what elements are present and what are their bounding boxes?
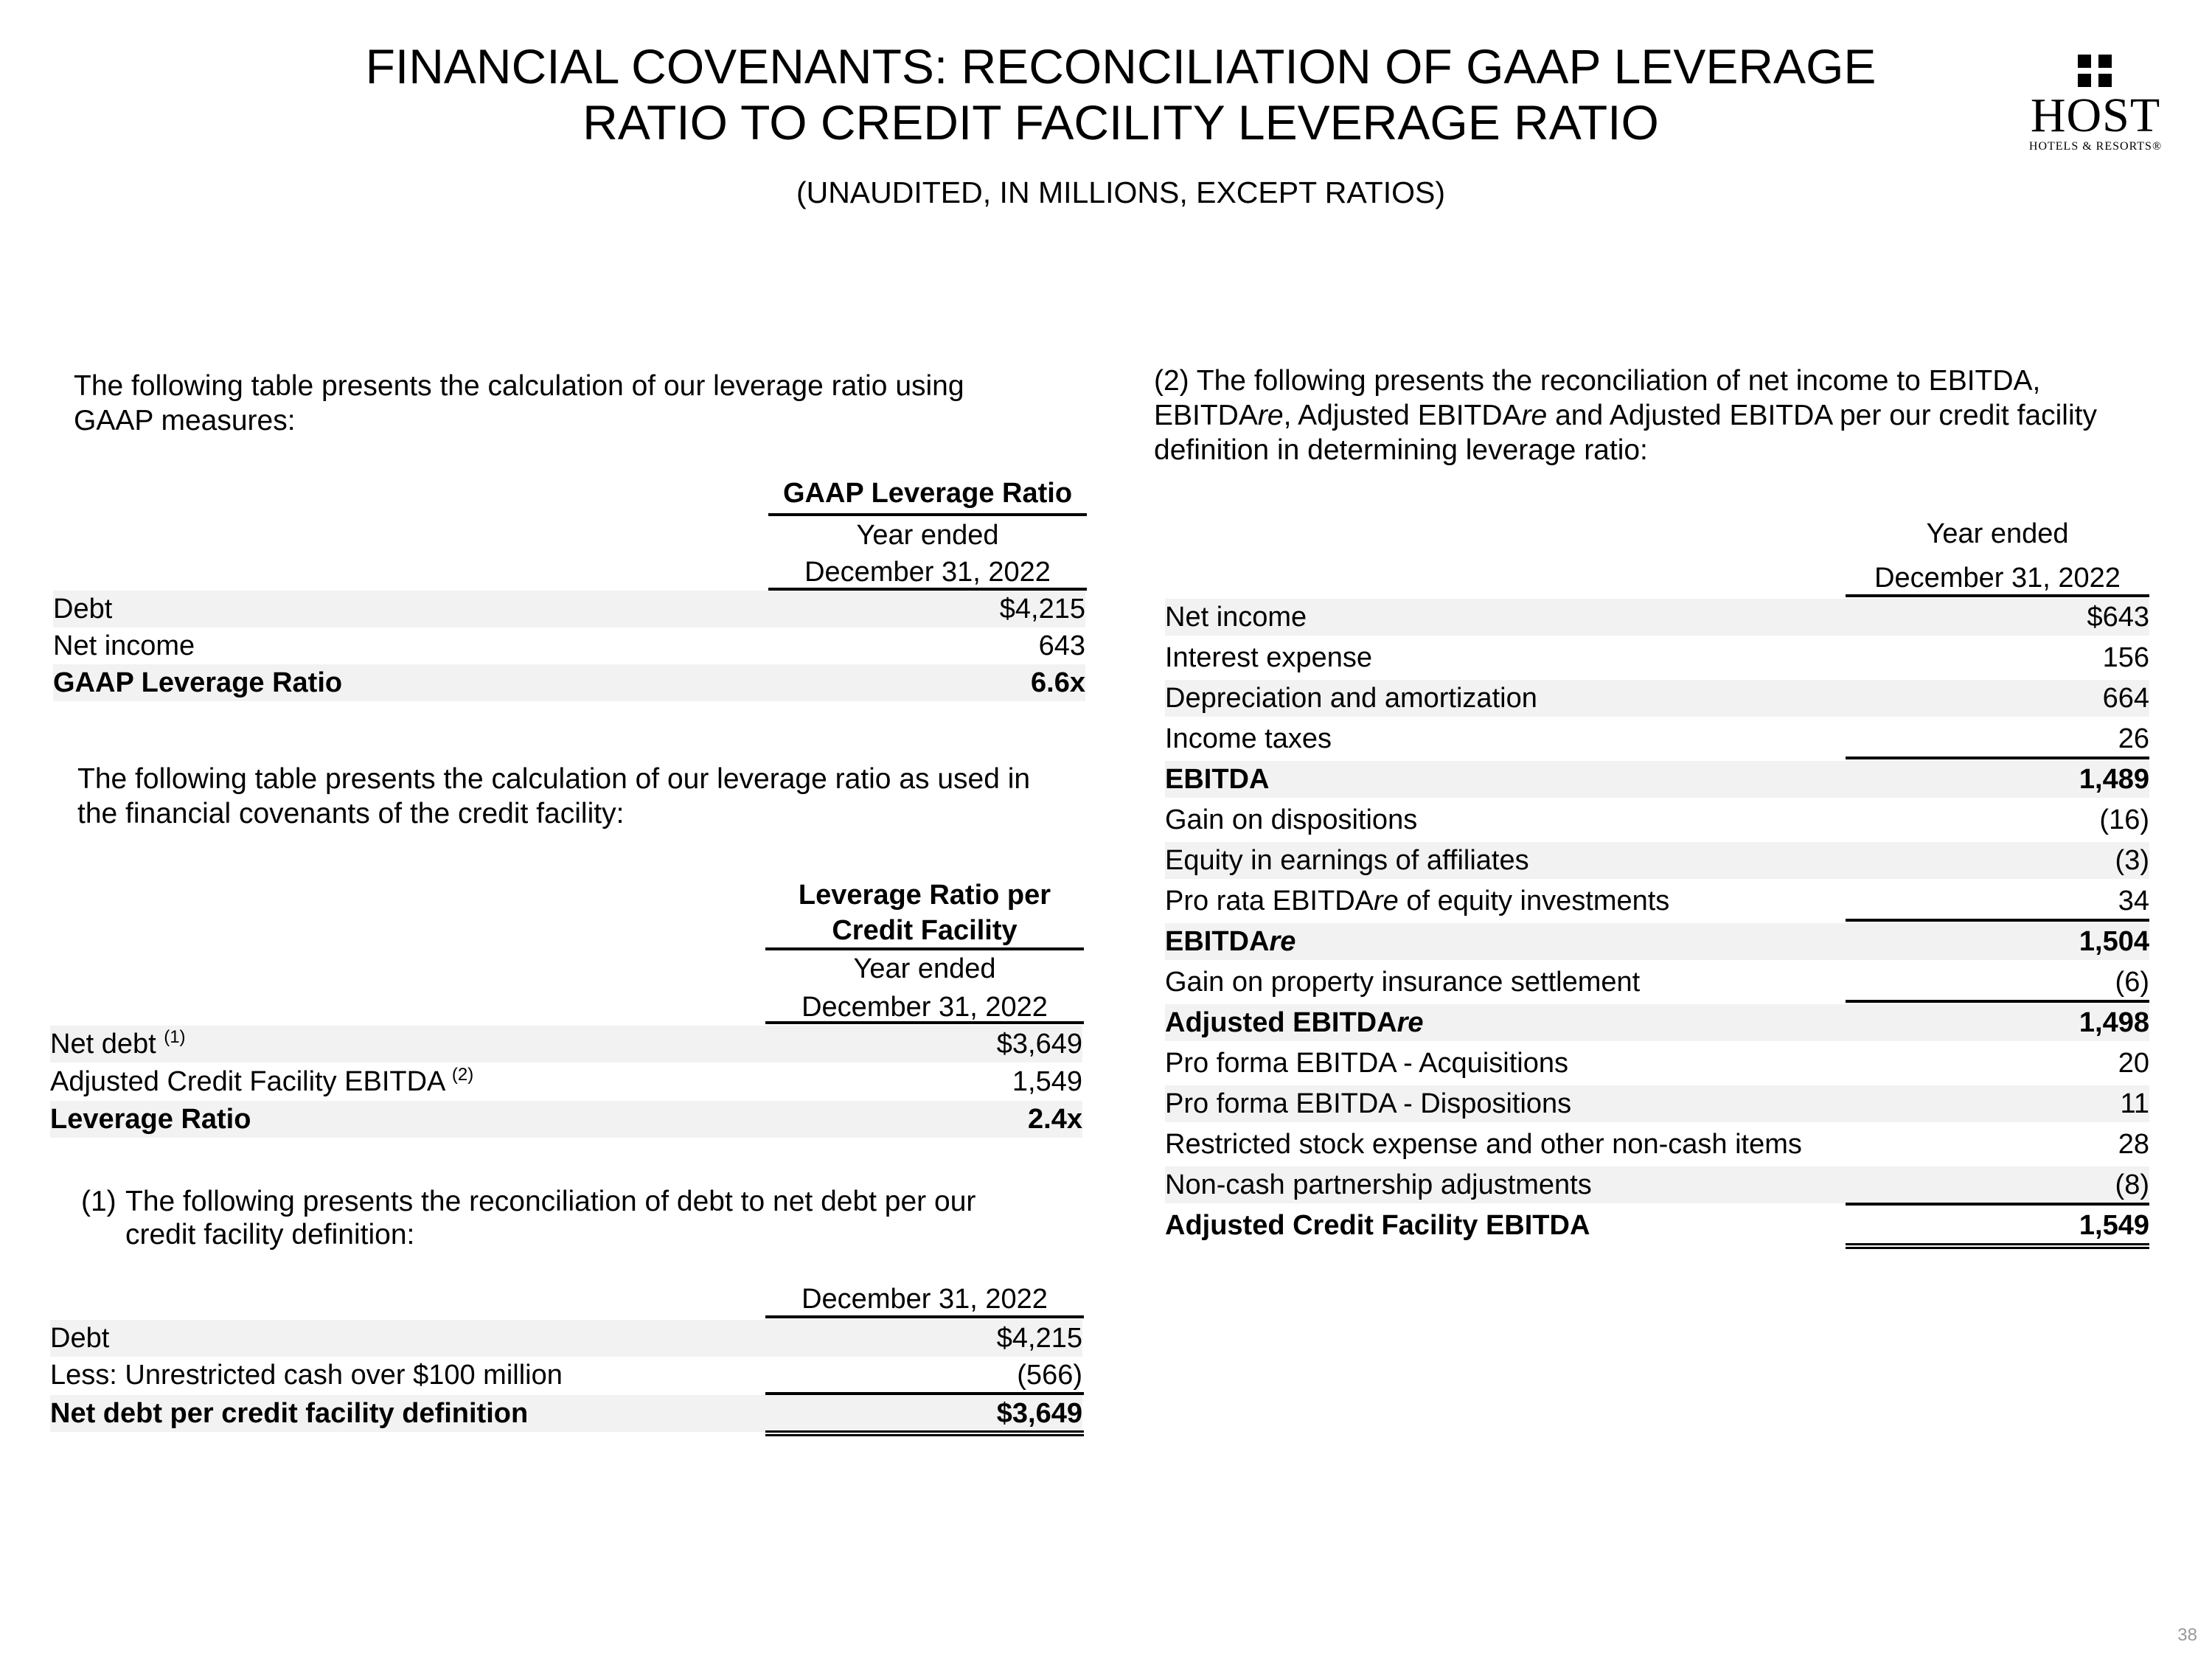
- intro-text: , Adjusted EBITDA: [1283, 400, 1522, 431]
- netdebt-intro-2: credit facility definition:: [125, 1219, 415, 1251]
- row-label: Gain on property insurance settlement: [1165, 967, 1641, 998]
- table-row-subtotal: [1165, 923, 2149, 960]
- row-label: Leverage Ratio: [50, 1104, 251, 1135]
- gaap-period-1: Year ended: [856, 520, 999, 551]
- table-row: [1165, 1166, 2149, 1203]
- ebitda-period-1: Year ended: [1926, 518, 2069, 549]
- subtotal-rule: [1846, 1203, 2149, 1206]
- table-row: [53, 591, 1085, 627]
- row-label: Non-cash partnership adjustments: [1165, 1169, 1592, 1200]
- row-value: 643: [1038, 630, 1085, 661]
- row-label-italic: re: [1373, 886, 1399, 917]
- row-value: 156: [2102, 642, 2149, 673]
- credit-period-rule: [765, 1021, 1084, 1024]
- ebitda-period-2: December 31, 2022: [1874, 563, 2121, 594]
- row-label: Net income: [1165, 602, 1307, 633]
- ebitda-period-rule: [1846, 594, 2149, 597]
- row-label: Net debt: [50, 1029, 156, 1060]
- row-label: Pro forma EBITDA - Acquisitions: [1165, 1048, 1568, 1079]
- row-value: (566): [1017, 1360, 1082, 1391]
- row-label: Restricted stock expense and other non-cash items: [1165, 1129, 1802, 1160]
- row-label: Less: Unrestricted cash over $100 million: [50, 1360, 563, 1391]
- table-row: [1165, 680, 2149, 717]
- table-row-total: [50, 1395, 1082, 1432]
- table-row-subtotal: [1165, 1004, 2149, 1041]
- row-value: 1,549: [1012, 1066, 1082, 1097]
- netdebt-intro-1: The following presents the reconciliation of debt to net debt per our: [125, 1186, 976, 1217]
- gaap-heading-rule: [768, 513, 1087, 516]
- row-label: Adjusted EBITDA: [1165, 1007, 1397, 1038]
- netdebt-total-double-rule: [765, 1430, 1084, 1436]
- row-value: 1,489: [2079, 764, 2149, 795]
- netdebt-period-rule: [765, 1315, 1084, 1318]
- row-value: 6.6x: [1031, 667, 1085, 698]
- row-label: EBITDA: [1165, 764, 1270, 795]
- subtotal-rule: [1846, 919, 2149, 922]
- intro-text: EBITDA: [1154, 400, 1258, 431]
- row-label: Net debt per credit facility definition: [50, 1398, 529, 1429]
- host-mark-icon: [2073, 53, 2118, 90]
- row-value: $4,215: [999, 594, 1085, 625]
- table-row: [1165, 639, 2149, 676]
- table-row: [1165, 1085, 2149, 1122]
- table-row: [1165, 1045, 2149, 1082]
- gaap-heading: GAAP Leverage Ratio: [782, 478, 1073, 509]
- table-row-total: [1165, 1207, 2149, 1244]
- row-value: (16): [2099, 804, 2149, 835]
- logo-tagline: HOTELS & RESORTS®: [2028, 140, 2163, 153]
- table-row: [1165, 842, 2149, 879]
- table-row: [50, 1357, 1082, 1394]
- gaap-intro: The following table presents the calculation of our leverage ratio using GAAP measures:: [74, 370, 964, 437]
- footnote-ref: (2): [451, 1065, 474, 1085]
- total-double-rule: [1846, 1243, 2149, 1249]
- table-row: [50, 1063, 1082, 1100]
- table-row-total: [50, 1101, 1082, 1138]
- row-value: 20: [2118, 1048, 2149, 1079]
- ebitda-intro-line-3: definition in determining leverage ratio:: [1154, 434, 1648, 466]
- table-row-total: [53, 664, 1085, 701]
- table-row: [50, 1026, 1082, 1062]
- table-row: [1165, 883, 2149, 919]
- netdebt-marker: (1): [81, 1186, 116, 1217]
- gaap-period-2: December 31, 2022: [804, 557, 1051, 588]
- netdebt-period: December 31, 2022: [801, 1284, 1048, 1315]
- host-logo: [2022, 53, 2169, 156]
- row-value: (8): [2115, 1169, 2149, 1200]
- row-label: Adjusted Credit Facility EBITDA: [1165, 1210, 1590, 1241]
- table-row: [1165, 1126, 2149, 1163]
- row-value: (3): [2115, 845, 2149, 876]
- row-label: Pro rata EBITDA: [1165, 886, 1374, 917]
- page-number: 38: [2177, 1625, 2197, 1645]
- table-row: [1165, 801, 2149, 838]
- row-label: GAAP Leverage Ratio: [53, 667, 343, 698]
- table-row: [1165, 964, 2149, 1001]
- ebitda-intro-line-1: (2) The following presents the reconciliation of net income to EBITDA,: [1154, 365, 2041, 397]
- footnote-ref: (1): [164, 1027, 186, 1047]
- table-row: [1165, 720, 2149, 757]
- row-label: Gain on dispositions: [1165, 804, 1418, 835]
- subtotal-rule: [1846, 1000, 2149, 1003]
- row-label: Pro forma EBITDA - Dispositions: [1165, 1088, 1572, 1119]
- logo-wordmark: HOST: [2030, 88, 2161, 142]
- row-value: 1,504: [2079, 926, 2149, 957]
- row-value: $3,649: [996, 1029, 1082, 1060]
- ebitda-intro: [1154, 364, 2171, 467]
- row-label: Interest expense: [1165, 642, 1372, 673]
- row-label: Debt: [53, 594, 113, 625]
- title-line-1: FINANCIAL COVENANTS: RECONCILIATION OF GAAP LEVERAGE: [365, 39, 1877, 94]
- intro-italic: re: [1521, 400, 1548, 431]
- table-row: [1165, 599, 2149, 636]
- row-label: Adjusted Credit Facility EBITDA: [50, 1066, 445, 1097]
- intro-text: and Adjusted EBITDA per our credit facility: [1547, 400, 2097, 431]
- credit-period-2: December 31, 2022: [801, 992, 1048, 1023]
- page-title: [0, 38, 2212, 150]
- table-row: [50, 1320, 1082, 1357]
- row-label-italic: re: [1397, 1007, 1424, 1038]
- row-value: 26: [2118, 723, 2149, 754]
- row-label-italic: re: [1269, 926, 1296, 957]
- row-label: Equity in earnings of affiliates: [1165, 845, 1529, 876]
- intro-italic: re: [1257, 400, 1284, 431]
- row-label: Depreciation and amortization: [1165, 683, 1537, 714]
- row-value: 34: [2118, 886, 2149, 917]
- row-value: 664: [2102, 683, 2149, 714]
- ebitda-intro-line-2: [1154, 398, 2171, 433]
- row-value: $643: [2087, 602, 2149, 633]
- row-label: Debt: [50, 1323, 110, 1354]
- credit-heading-1: Leverage Ratio per: [798, 880, 1051, 911]
- row-label-tail: of equity investments: [1398, 886, 1670, 917]
- row-value: 1,549: [2079, 1210, 2149, 1241]
- credit-heading-rule: [765, 947, 1084, 950]
- row-label: EBITDA: [1165, 926, 1270, 957]
- credit-intro: The following table presents the calculation of our leverage ratio as used in the financial covenants of the credit facility:: [77, 763, 1031, 830]
- title-line-2: RATIO TO CREDIT FACILITY LEVERAGE RATIO: [582, 95, 1659, 150]
- page-subtitle: (UNAUDITED, IN MILLIONS, EXCEPT RATIOS): [796, 175, 1446, 209]
- row-value: 1,498: [2079, 1007, 2149, 1038]
- row-label: Net income: [53, 630, 195, 661]
- row-value: 11: [2120, 1088, 2149, 1119]
- credit-period-1: Year ended: [853, 953, 996, 984]
- row-value: (6): [2115, 967, 2149, 998]
- row-value: $3,649: [996, 1398, 1082, 1429]
- row-value: $4,215: [996, 1323, 1082, 1354]
- table-row: [53, 627, 1085, 664]
- row-value: 28: [2118, 1129, 2149, 1160]
- subtotal-rule: [1846, 757, 2149, 759]
- table-row-subtotal: [1165, 761, 2149, 798]
- row-label: Income taxes: [1165, 723, 1332, 754]
- row-value: 2.4x: [1028, 1104, 1082, 1135]
- credit-heading-2: Credit Facility: [832, 915, 1018, 946]
